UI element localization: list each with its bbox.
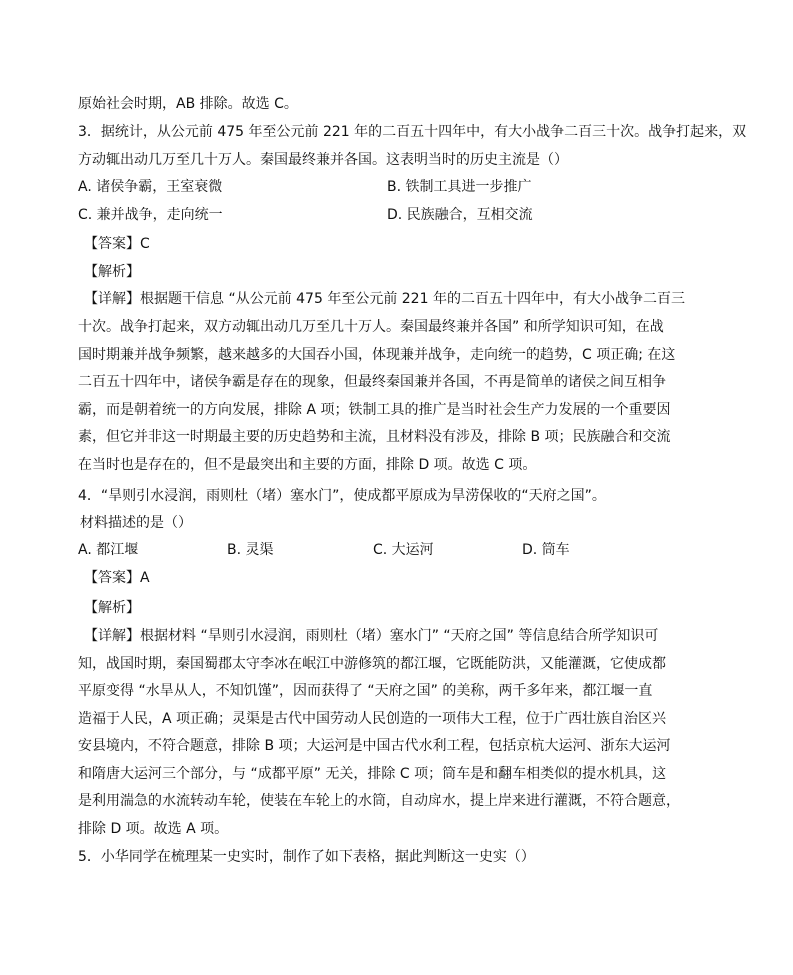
q4-stem-line-2: 材料描述的是（）	[80, 515, 192, 531]
q4-detail-line: 是利用湍急的水流转动车轮，使装在车轮上的水筒，自动戽水，提上岸来进行灌溉，不符合题意，	[78, 793, 680, 809]
q5-stem-line-1: 5．小华同学在梳理某一史实时，制作了如下表格，据此判断这一史实（）	[78, 849, 535, 865]
q4-answer: 【答案】A	[84, 570, 150, 586]
prev-answer-tail: 原始社会时期，AB 排除。故选 C。	[78, 96, 298, 112]
q4-stem-line-1: 4．“旱则引水浸润，雨则杜（堵）塞水门”，使成都平原成为旱涝保收的“天府之国”。	[78, 488, 606, 504]
q4-detail-line: 和隋唐大运河三个部分，与 “成都平原” 无关，排除 C 项；筒车是和翻车相类似的提水机具，这	[78, 766, 667, 782]
q3-stem-line-2: 方动辄出动几万至几十万人。秦国最终兼并各国。这表明当时的历史主流是（）	[78, 152, 568, 168]
q3-option-c: C. 兼并战争，走向统一	[78, 207, 223, 223]
q3-option-b: B. 铁制工具进一步推广	[387, 179, 532, 195]
q3-stem-line-1: 3．据统计，从公元前 475 年至公元前 221 年的二百五十四年中，有大小战争二百三十次。战争打起来，双	[78, 124, 747, 140]
q4-detail-line: 知，战国时期，秦国蜀郡太守李冰在岷江中游修筑的都江堰，它既能防洪，又能灌溉，它使成都	[78, 656, 666, 672]
q4-detail-line: 安县境内，不符合题意，排除 B 项；大运河是中国古代水利工程，包括京杭大运河、浙东大运河	[78, 738, 671, 754]
q3-option-a: A. 诸侯争霸，王室衰微	[78, 179, 223, 195]
q4-detail-line: 平原变得 “水旱从人，不知饥馑”，因而获得了 “天府之国” 的美称，两千多年来，都江堰一直	[78, 683, 653, 699]
q4-option-b: B. 灵渠	[227, 542, 274, 558]
q3-detail-line: 霸，而是朝着统一的方向发展，排除 A 项；铁制工具的推广是当时社会生产力发展的一个重要因	[78, 402, 671, 418]
q3-detail-line: 素，但它并非这一时期最主要的历史趋势和主流，且材料没有涉及，排除 B 项；民族融合和交流	[78, 429, 671, 445]
q3-detail-line: 【详解】根据题干信息 “从公元前 475 年至公元前 221 年的二百五十四年中，有大小战争二百三	[84, 291, 685, 307]
q3-answer: 【答案】C	[84, 236, 150, 252]
q4-option-a: A. 都江堰	[78, 542, 139, 558]
q3-detail-line: 国时期兼并战争频繁，越来越多的大国吞小国，体现兼并战争，走向统一的趋势，C 项正确; 在这	[78, 347, 676, 363]
q3-analysis-label: 【解析】	[84, 264, 140, 280]
q4-option-c: C. 大运河	[373, 542, 434, 558]
q4-option-d: D. 筒车	[522, 542, 570, 558]
q3-option-d: D. 民族融合，互相交流	[387, 207, 533, 223]
q4-detail-line: 造福于人民，A 项正确；灵渠是古代中国劳动人民创造的一项伟大工程，位于广西壮族自治区兴	[78, 711, 667, 727]
q4-detail-line: 排除 D 项。故选 A 项。	[78, 821, 229, 837]
q3-detail-line: 二百五十四年中，诸侯争霸是存在的现象，但最终秦国兼并各国，不再是简单的诸侯之间互相争	[78, 374, 666, 390]
q3-detail-line: 在当时也是存在的，但不是最突出和主要的方面，排除 D 项。故选 C 项。	[78, 457, 537, 473]
q4-detail-line: 【详解】根据材料 “旱则引水浸润，雨则杜（堵）塞水门” “天府之国” 等信息结合所学知识可	[84, 628, 659, 644]
q4-analysis-label: 【解析】	[84, 600, 140, 616]
q3-detail-line: 十次。战争打起来，双方动辄出动几万至几十万人。秦国最终兼并各国” 和所学知识可知，在战	[78, 319, 664, 335]
